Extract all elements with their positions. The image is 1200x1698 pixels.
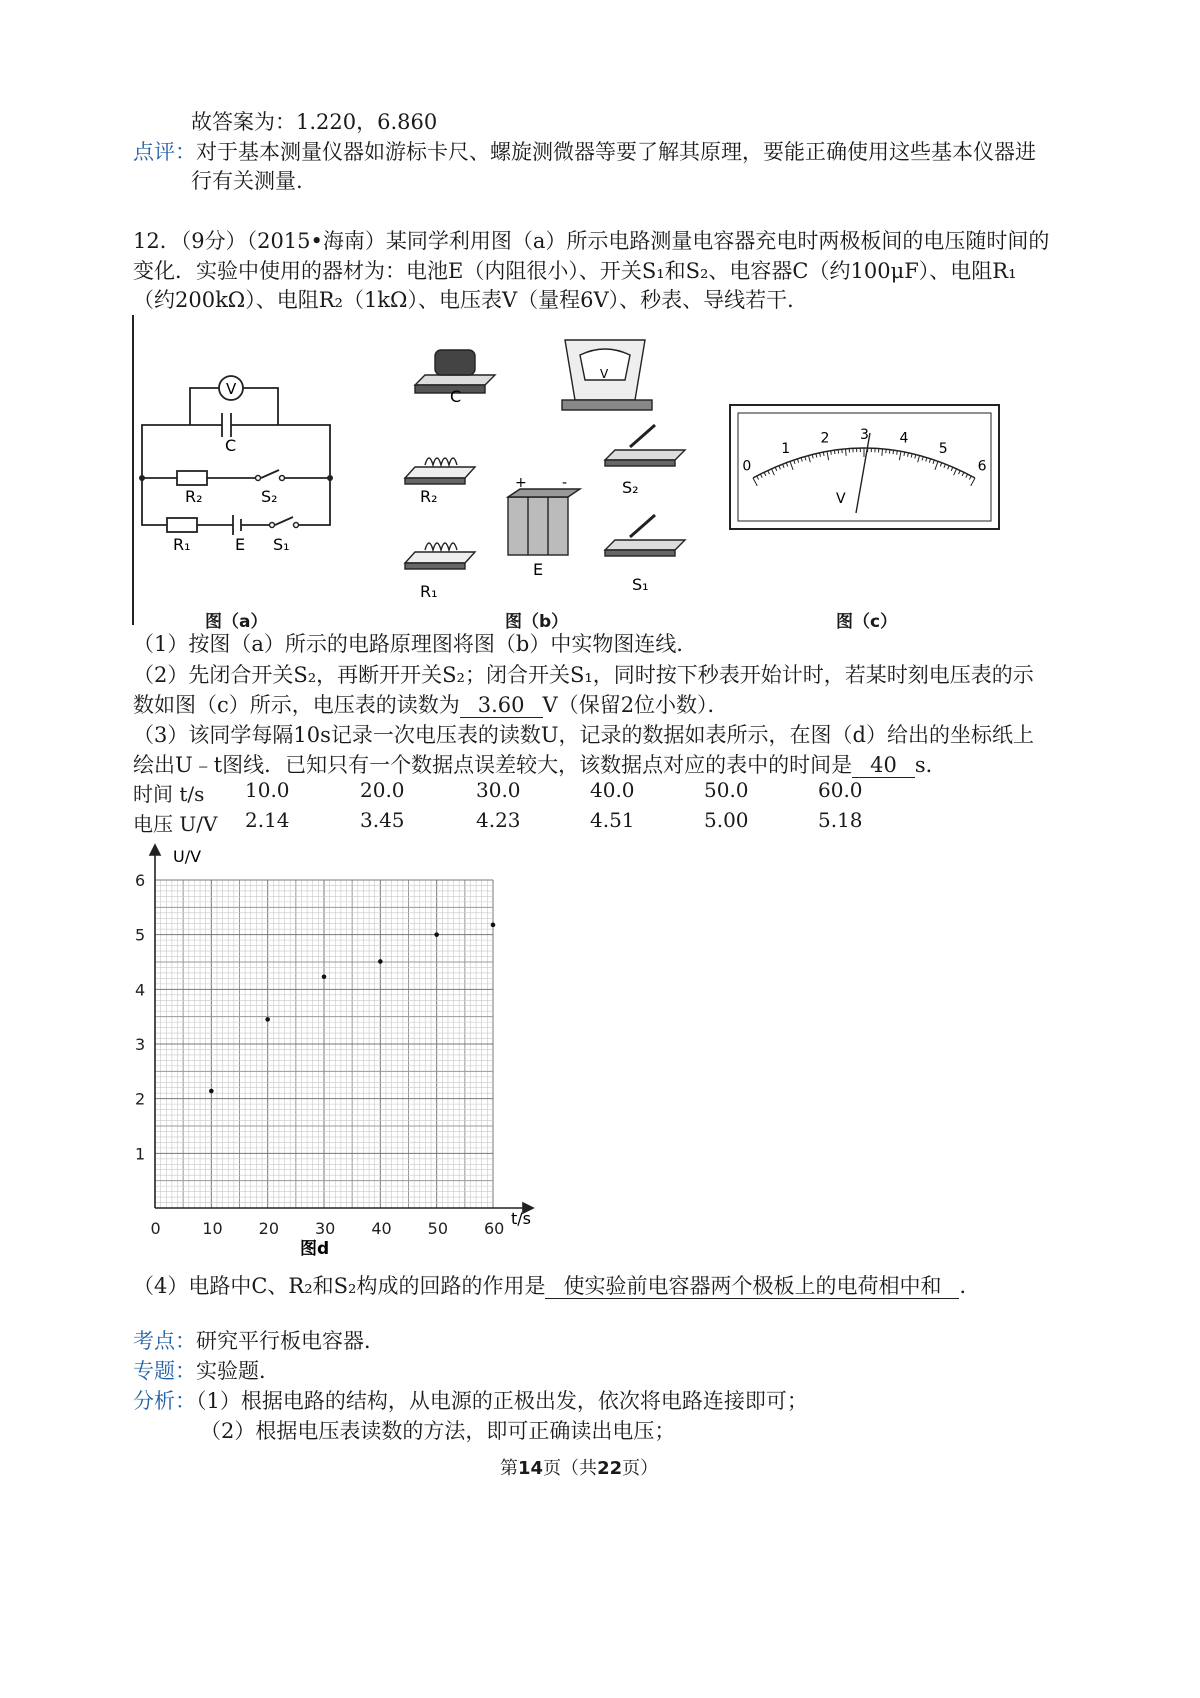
chart-data-point	[434, 932, 439, 937]
label-e-a: E	[235, 535, 246, 554]
answer-voltage: 3.60	[460, 693, 543, 718]
part-3-line-2	[133, 750, 947, 780]
label-s1-a: S₁	[273, 535, 290, 554]
part-2-line-1: （2）先闭合开关S₂，再断开开关S₂；闭合开关S₁，同时按下秒表开始计时，若某时刻电压表的示	[133, 663, 1034, 687]
part-2-text: 数如图（c）所示，电压表的读数为	[133, 693, 460, 717]
chart-y-tick-label: 3	[135, 1035, 146, 1054]
part-2-suffix: V（保留2位小数）．	[542, 693, 729, 717]
chart-x-label: t/s	[511, 1209, 531, 1228]
chart-data-point	[322, 974, 327, 979]
question-line-2: 变化．实验中使用的器材为：电池E（内阻很小）、开关S₁和S₂、电容器C（约100μF）、电阻R₁	[133, 259, 1017, 283]
label-capacitor-a: C	[225, 436, 237, 455]
chart-x-tick-label: 10	[202, 1219, 223, 1238]
label-minus-b: -	[562, 475, 568, 491]
chart-x-tick-label: 0	[150, 1219, 161, 1238]
fenxi-text-1: （1）根据电路的结构，从电源的正极出发，依次将电路连接即可；	[196, 1389, 808, 1413]
chart-y-tick-label: 2	[135, 1089, 146, 1109]
table-cell: 20.0	[360, 778, 405, 802]
chart-x-tick-label: 40	[371, 1219, 392, 1238]
meter-tick-label: 6	[977, 458, 987, 475]
comment-line-1	[133, 137, 1036, 167]
answer-purpose: 使实验前电容器两个极板上的电荷相中和	[545, 1274, 959, 1299]
chart-caption-d: 图d	[300, 1239, 330, 1259]
zhuanti-label: 专题：	[133, 1359, 196, 1383]
table-cell: 10.0	[245, 778, 290, 802]
chart-x-tick-label: 20	[258, 1219, 280, 1238]
part-3-text: 绘出U﹣t图线．已知只有一个数据点误差较大，该数据点对应的表中的时间是	[133, 753, 853, 777]
comment-line-2: 行有关测量.	[191, 169, 303, 193]
table-cell: 4.23	[476, 808, 521, 832]
zhuanti-line	[133, 1356, 280, 1386]
caption-c: 图（c）	[836, 612, 898, 632]
chart-x-tick-label: 60	[484, 1219, 505, 1238]
kaodian-line	[133, 1326, 385, 1356]
table-row2-label: 电压 U/V	[133, 812, 218, 836]
part-3-line-1: （3）该同学每隔10s记录一次电压表的读数U，记录的数据如表所示，在图（d）给出的坐标纸上	[133, 723, 1034, 747]
footer-post: 页）	[622, 1458, 659, 1479]
components-figure-b	[390, 315, 710, 615]
part-4-suffix: ．	[959, 1274, 981, 1298]
chart-y-label: U/V	[173, 847, 202, 866]
footer-page-number: 14	[518, 1458, 544, 1479]
fenxi-label: 分析：	[133, 1389, 196, 1413]
fenxi-line-2: （2）根据电压表读数的方法，即可正确读出电压；	[200, 1419, 676, 1443]
chart-y-arrow	[150, 845, 160, 855]
part-4-text: （4）电路中C、R₂和S₂构成的回路的作用是	[133, 1274, 546, 1298]
label-voltmeter-b: V	[600, 367, 609, 381]
part-4	[133, 1271, 980, 1301]
meter-tick-label: 2	[820, 430, 830, 447]
part-3-suffix: s．	[914, 753, 947, 777]
label-r1-b: R₁	[420, 582, 438, 601]
chart-y-tick-label: 5	[135, 925, 146, 945]
part-1: （1）按图（a）所示的电路原理图将图（b）中实物图连线．	[133, 632, 698, 656]
table-cell: 30.0	[476, 778, 521, 802]
label-e-b: E	[533, 560, 544, 579]
question-line-1: 12．（9分）（2015•海南）某同学利用图（a）所示电路测量电容器充电时两极板间的电压随时间的	[133, 229, 1050, 253]
label-meter-v: V	[836, 491, 846, 507]
table-cell: 5.00	[704, 808, 749, 832]
label-s2-a: S₂	[261, 487, 278, 506]
label-s2-b: S₂	[622, 478, 639, 497]
label-voltmeter-a: V	[226, 380, 237, 398]
footer-total-pages: 22	[597, 1458, 623, 1479]
part-2-line-2	[133, 690, 729, 720]
comment-text-1: 对于基本测量仪器如游标卡尺、螺旋测微器等要了解其原理，要能正确使用这些基本仪器进	[196, 140, 1036, 164]
answer-time: 40	[852, 753, 915, 778]
table-cell: 5.18	[818, 808, 863, 832]
comment-label: 点评：	[133, 140, 196, 164]
footer-mid: 页（共	[543, 1458, 598, 1479]
voltmeter-dial-c	[728, 403, 1003, 533]
chart-data-point	[491, 923, 496, 928]
zhuanti-text: 实验题．	[196, 1359, 280, 1383]
meter-tick-label: 3	[860, 427, 869, 443]
chart-data-point	[265, 1017, 270, 1022]
question-line-3: （约200kΩ）、电阻R₂（1kΩ）、电压表V（量程6V）、秒表、导线若干．	[133, 288, 809, 312]
table-cell: 2.14	[245, 808, 290, 832]
chart-data-point	[209, 1089, 214, 1094]
label-s1-b: S₁	[632, 575, 649, 594]
caption-b: 图（b）	[505, 612, 569, 632]
label-r1-a: R₁	[173, 535, 191, 554]
meter-tick-label: 1	[781, 441, 791, 458]
chart-y-tick-label: 4	[135, 980, 146, 1000]
meter-tick-label: 0	[742, 458, 752, 475]
table-cell: 3.45	[360, 808, 405, 832]
kaodian-text: 研究平行板电容器．	[196, 1329, 385, 1353]
label-capacitor-b: C	[450, 387, 462, 406]
chart-y-tick-label: 6	[135, 871, 146, 890]
caption-a: 图（a）	[205, 612, 268, 632]
table-cell: 4.51	[590, 808, 635, 832]
meter-tick-label: 4	[899, 430, 909, 447]
answer-line: 故答案为：1.220，6.860	[191, 110, 438, 134]
chart-d	[125, 838, 545, 1263]
label-r2-a: R₂	[185, 487, 203, 506]
kaodian-label: 考点：	[133, 1329, 196, 1353]
circuit-diagram-a	[125, 315, 375, 630]
meter-tick-label: 5	[938, 441, 948, 458]
table-row1-label: 时间 t/s	[133, 782, 205, 806]
chart-y-tick-label: 1	[135, 1144, 146, 1164]
footer-pre: 第	[500, 1458, 518, 1479]
chart-data-point	[378, 959, 383, 964]
chart-x-tick-label: 30	[315, 1219, 336, 1238]
fenxi-line-1	[133, 1386, 808, 1416]
page-footer	[500, 1454, 658, 1480]
table-cell: 50.0	[704, 778, 749, 802]
chart-x-tick-label: 50	[427, 1219, 449, 1238]
table-cell: 40.0	[590, 778, 635, 802]
table-cell: 60.0	[818, 778, 863, 802]
label-plus-b: +	[515, 475, 527, 491]
label-r2-b: R₂	[420, 487, 438, 506]
